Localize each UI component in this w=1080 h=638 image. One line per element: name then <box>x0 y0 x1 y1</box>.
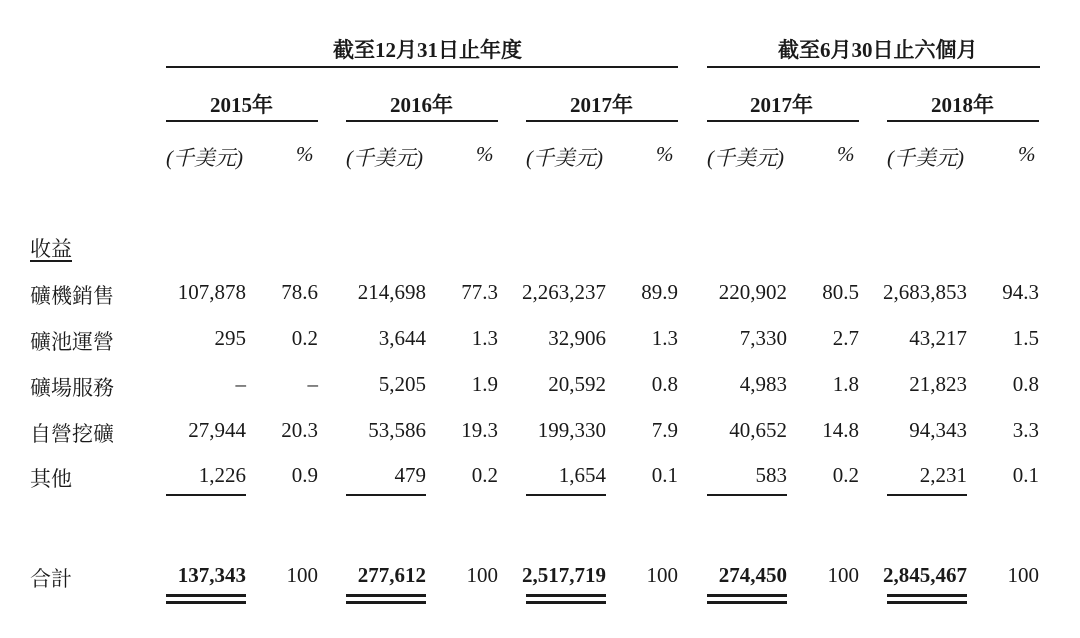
total-double-rule <box>346 601 426 604</box>
year-header-2018-h1: 2018年 <box>931 93 994 117</box>
row-label: 礦場服務 <box>30 376 114 400</box>
table-cell: 3.3 <box>1012 418 1039 442</box>
year-header-2016: 2016年 <box>390 93 453 117</box>
row-label: 自營挖礦 <box>30 422 114 446</box>
table-cell: 20,592 <box>548 372 606 396</box>
table-cell: 107,878 <box>177 280 246 304</box>
table-cell: 94.3 <box>1002 280 1039 304</box>
total-double-rule <box>526 594 606 597</box>
table-cell: 1.9 <box>471 372 498 396</box>
header-six-months: 截至6月30日止六個月 <box>778 38 978 62</box>
table-cell: 0.1 <box>1012 463 1039 487</box>
year-header-2017-h1: 2017年 <box>750 93 813 117</box>
pct-label: % <box>656 142 674 166</box>
rule-six-months <box>707 66 1040 68</box>
table-cell: 7.9 <box>651 418 678 442</box>
section-title: 收益 <box>30 237 72 261</box>
table-cell: 0.2 <box>471 463 498 487</box>
table-cell: 78.6 <box>281 280 318 304</box>
total-double-rule <box>526 601 606 604</box>
subtotal-rule <box>166 494 246 496</box>
table-cell: 295 <box>214 326 246 350</box>
table-cell: 2,231 <box>919 463 967 487</box>
subtotal-rule <box>707 494 787 496</box>
total-double-rule <box>166 594 246 597</box>
table-cell: 43,217 <box>909 326 967 350</box>
row-label: 礦池運營 <box>30 330 114 354</box>
table-cell: 0.8 <box>651 372 678 396</box>
table-cell: – <box>307 372 318 396</box>
total-double-rule <box>346 594 426 597</box>
total-cell: 100 <box>646 563 678 587</box>
total-cell: 100 <box>1007 563 1039 587</box>
table-cell: 80.5 <box>822 280 859 304</box>
table-cell: 1,654 <box>558 463 606 487</box>
table-cell: 27,944 <box>188 418 246 442</box>
rule-fiscal-year <box>166 66 678 68</box>
table-cell: 4,983 <box>739 372 787 396</box>
unit-label: (千美元) <box>707 146 784 170</box>
table-cell: 220,902 <box>718 280 787 304</box>
table-cell: 7,330 <box>739 326 787 350</box>
subtotal-rule <box>346 494 426 496</box>
table-cell: 20.3 <box>281 418 318 442</box>
table-cell: 40,652 <box>729 418 787 442</box>
total-cell: 274,450 <box>718 563 787 587</box>
total-double-rule <box>166 601 246 604</box>
table-cell: 1.8 <box>832 372 859 396</box>
rule-year-2017-h1 <box>707 120 859 122</box>
pct-label: % <box>837 142 855 166</box>
unit-label: (千美元) <box>887 146 964 170</box>
table-cell: 0.8 <box>1012 372 1039 396</box>
total-double-rule <box>887 601 967 604</box>
table-cell: 77.3 <box>461 280 498 304</box>
table-cell: 583 <box>755 463 787 487</box>
unit-label: (千美元) <box>346 146 423 170</box>
table-cell: 5,205 <box>378 372 426 396</box>
total-cell: 100 <box>286 563 318 587</box>
row-label: 其他 <box>30 467 72 491</box>
unit-label: (千美元) <box>166 146 243 170</box>
rule-year-2016 <box>346 120 498 122</box>
table-cell: 94,343 <box>909 418 967 442</box>
year-header-2015: 2015年 <box>210 93 273 117</box>
table-cell: 53,586 <box>368 418 426 442</box>
table-cell: 2,263,237 <box>522 280 606 304</box>
table-cell: 1.3 <box>651 326 678 350</box>
table-cell: 89.9 <box>641 280 678 304</box>
total-label: 合計 <box>30 567 72 591</box>
total-cell: 100 <box>466 563 498 587</box>
table-cell: 214,698 <box>357 280 426 304</box>
table-cell: 0.2 <box>832 463 859 487</box>
total-cell: 2,845,467 <box>883 563 967 587</box>
total-cell: 100 <box>827 563 859 587</box>
rule-year-2015 <box>166 120 318 122</box>
table-cell: 2,683,853 <box>883 280 967 304</box>
total-cell: 2,517,719 <box>522 563 606 587</box>
rule-year-2017 <box>526 120 678 122</box>
pct-label: % <box>296 142 314 166</box>
table-cell: 2.7 <box>832 326 859 350</box>
rule-year-2018-h1 <box>887 120 1039 122</box>
table-cell: 199,330 <box>537 418 606 442</box>
pct-label: % <box>476 142 494 166</box>
total-double-rule <box>707 601 787 604</box>
table-cell: – <box>235 372 246 396</box>
table-cell: 19.3 <box>461 418 498 442</box>
header-fiscal-year: 截至12月31日止年度 <box>333 38 522 62</box>
table-cell: 0.2 <box>291 326 318 350</box>
subtotal-rule <box>887 494 967 496</box>
table-cell: 0.1 <box>651 463 678 487</box>
table-cell: 14.8 <box>822 418 859 442</box>
table-cell: 1,226 <box>198 463 246 487</box>
total-double-rule <box>707 594 787 597</box>
unit-label: (千美元) <box>526 146 603 170</box>
subtotal-rule <box>526 494 606 496</box>
row-label: 礦機銷售 <box>30 284 114 308</box>
total-cell: 137,343 <box>177 563 246 587</box>
table-cell: 21,823 <box>909 372 967 396</box>
table-cell: 3,644 <box>378 326 426 350</box>
table-cell: 1.3 <box>471 326 498 350</box>
year-header-2017: 2017年 <box>570 93 633 117</box>
table-cell: 0.9 <box>291 463 318 487</box>
total-cell: 277,612 <box>357 563 426 587</box>
table-cell: 32,906 <box>548 326 606 350</box>
total-double-rule <box>887 594 967 597</box>
table-cell: 479 <box>394 463 426 487</box>
pct-label: % <box>1018 142 1036 166</box>
table-cell: 1.5 <box>1012 326 1039 350</box>
